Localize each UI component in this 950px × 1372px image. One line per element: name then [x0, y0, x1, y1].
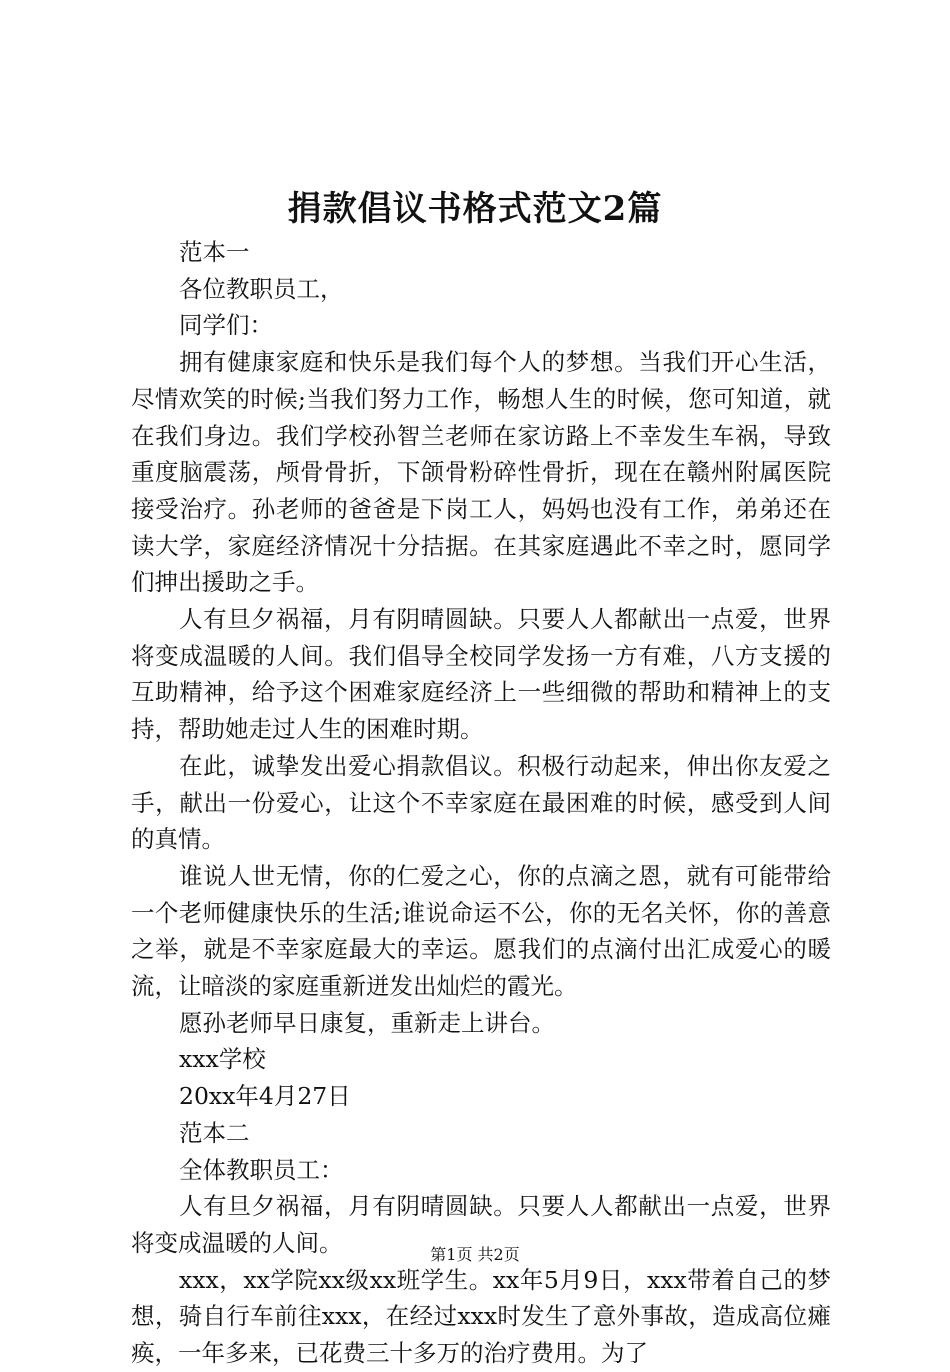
- paragraph-date: 20xx年4月27日: [179, 1082, 351, 1111]
- page-indicator: 第1页 共2页: [430, 1245, 520, 1264]
- document-title: 捐款倡议书格式范文2篇: [287, 189, 663, 229]
- paragraph-body: 在此，诚挚发出爱心捐款倡议。积极行动起来，伸出你友爱之手，献出一份爱心，让这个不幸家庭在最困难的时候，感受到人间的真情。: [131, 751, 831, 854]
- paragraph-body: xxx，xx学院xx级xx班学生。xx年5月9日，xxx带着自己的梦想，骑自行车前往xxx，在经过xxx时发生了意外事故，造成高位瘫痪，一年多来，已花费三十多万的治疗费用。为了: [131, 1265, 831, 1368]
- paragraph-salutation-students: 同学们：: [179, 311, 273, 340]
- paragraph-body: 人有旦夕祸福，月有阴晴圆缺。只要人人都献出一点爱，世界将变成温暖的人间。: [131, 1192, 831, 1257]
- paragraph-signature: xxx学校: [179, 1045, 266, 1074]
- paragraph-body: 人有旦夕祸福，月有阴晴圆缺。只要人人都献出一点爱，世界将变成温暖的人间。我们倡导全校同学发扬一方有难，八方支援的互助精神，给予这个困难家庭经济上一些细微的帮助和精神上的支持，帮助她走过人生的困难时期。: [131, 605, 831, 744]
- paragraph-body: 拥有健康家庭和快乐是我们每个人的梦想。当我们开心生活，尽情欢笑的时候;当我们努力工作，畅想人生的时候，您可知道，就在我们身边。我们学校孙智兰老师在家访路上不幸发生车祸，导致重度脑震荡，颅骨骨折，下颌骨粉碎性骨折，现在在赣州附属医院接受治疗。孙老师的爸爸是下岗工人，妈妈也没有工作，弟弟还在读大学，家庭经济情况十分拮据。在其家庭遇此不幸之时，愿同学们抻出援助之手。: [131, 348, 831, 597]
- paragraph-template-2-heading: 范本二: [179, 1118, 250, 1147]
- paragraph-closing-wish: 愿孙老师早日康复，重新走上讲台。: [179, 1008, 555, 1037]
- paragraph-salutation-staff: 各位教职员工，: [179, 274, 344, 303]
- paragraph-template-1-heading: 范本一: [179, 238, 250, 266]
- document-body: [131, 234, 831, 1372]
- paragraph-body: 谁说人世无情，你的仁爱之心，你的点滴之恩，就有可能带给一个老师健康快乐的生活;谁说命运不公，你的无名关怀，你的善意之举，就是不幸家庭最大的幸运。愿我们的点滴付出汇成爱心的暖流，让暗淡的家庭重新迸发出灿烂的霞光。: [131, 861, 831, 1001]
- paragraph-salutation-all-staff: 全体教职员工：: [179, 1155, 344, 1184]
